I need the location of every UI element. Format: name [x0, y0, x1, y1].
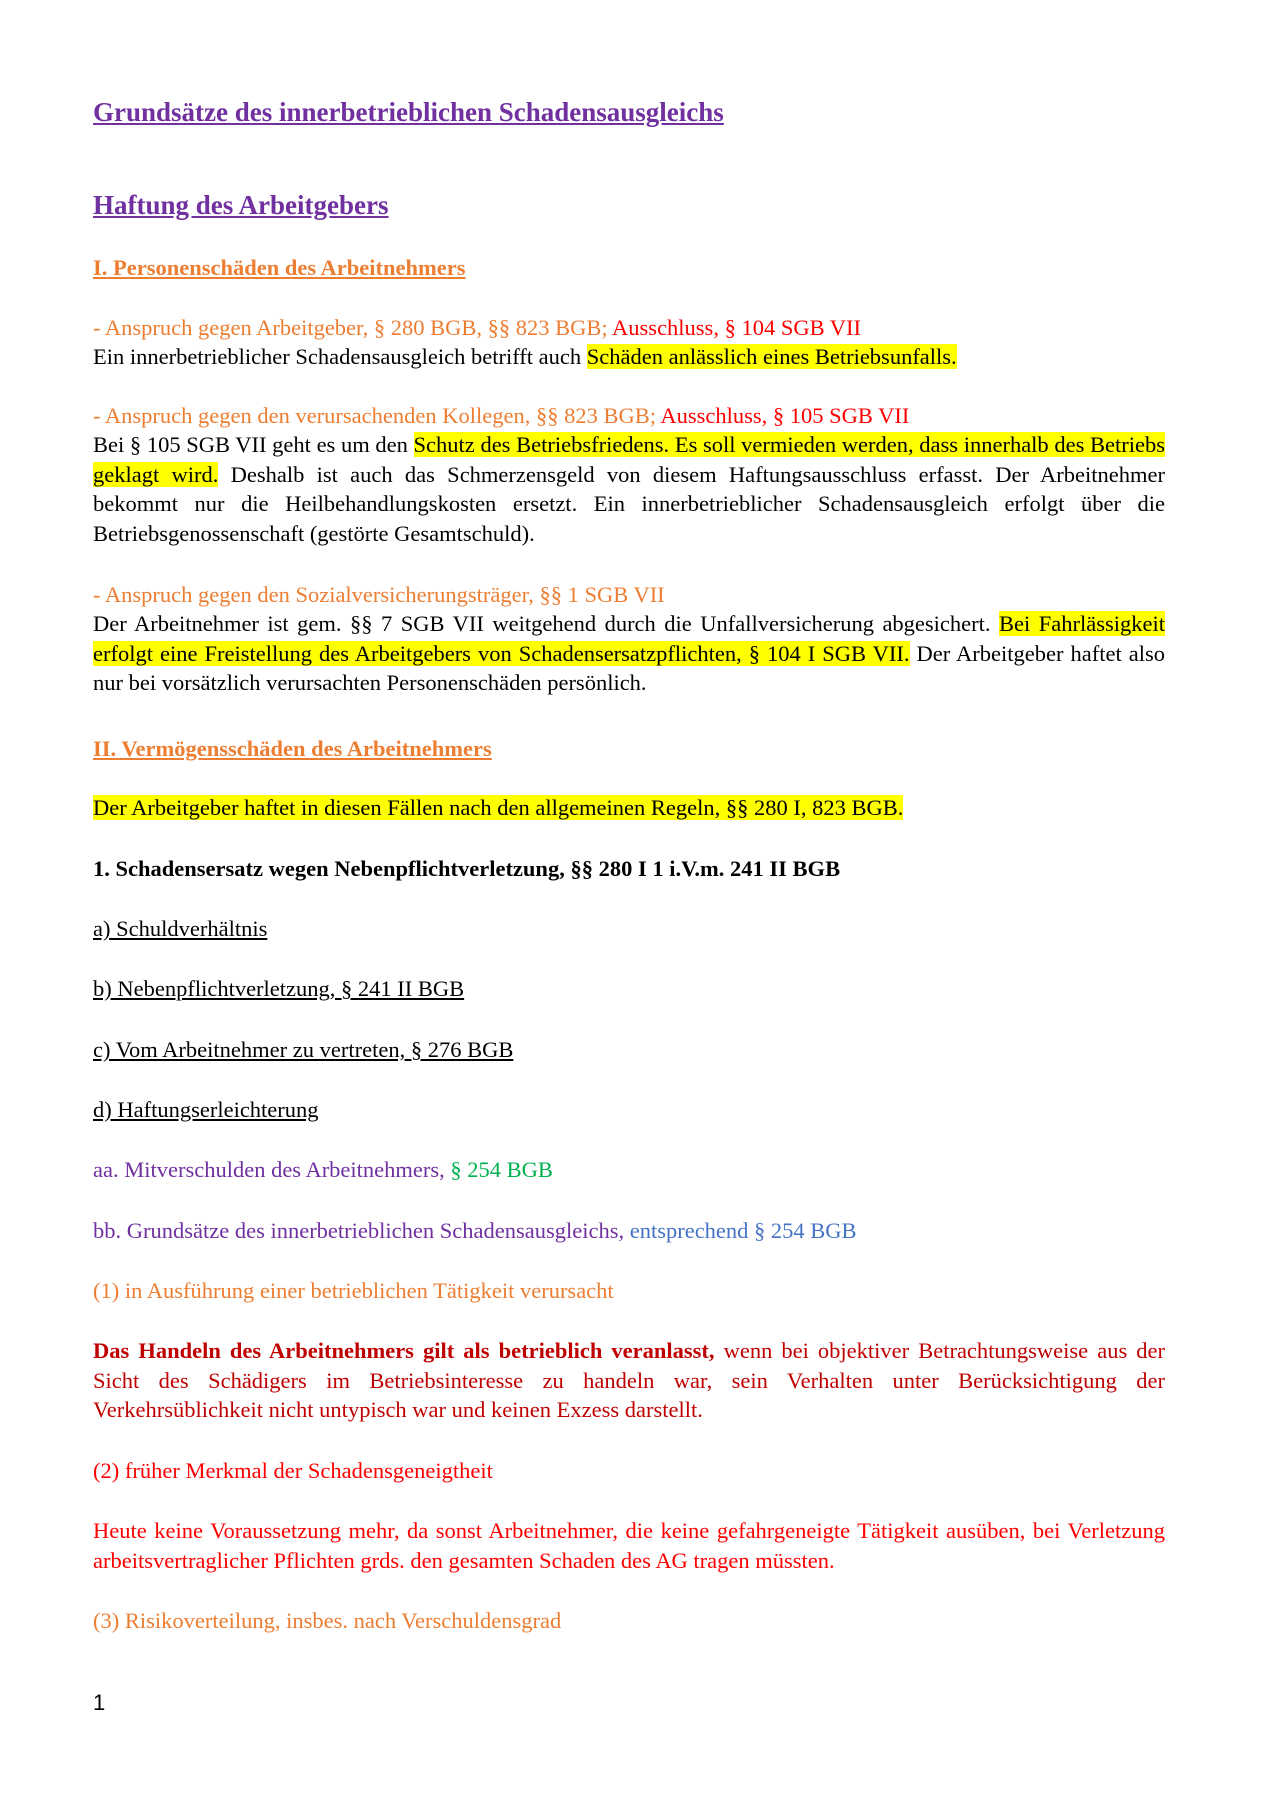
claim-employer-text [93, 342, 1165, 372]
document-title: Grundsätze des innerbetrieblichen Schadensausgleichs [93, 97, 724, 127]
claim-insurer-text-b: Der Arbeitgeber haftet also nur bei vorsätzlich verursachten Personenschäden persönlich. [93, 640, 1165, 695]
claim-colleague-text-a: Bei § 105 SGB VII geht es um den [93, 432, 414, 457]
point-2-heading: (2) früher Merkmal der Schadensgeneigtheit [93, 1458, 493, 1483]
claim-employer-label: - Anspruch gegen Arbeitgeber, § 280 BGB, §§ 823 BGB; [93, 315, 608, 340]
claim-insurer-text-a: Der Arbeitnehmer ist gem. §§ 7 SGB VII weitgehend durch die Unfallversicherung abgesichert. [93, 611, 1000, 636]
claim-employer-text-plain: Ein innerbetrieblicher Schadensausgleich betrifft auch [93, 344, 587, 369]
claim-colleague-line [93, 401, 1165, 431]
item-c [93, 1035, 1165, 1065]
heading-personal-injury: I. Personenschäden des Arbeitnehmers [93, 255, 466, 280]
claim-insurer-line [93, 580, 1165, 610]
item-bb-text: bb. Grundsätze des innerbetrieblichen Schadensausgleichs, [93, 1218, 625, 1243]
employer-liability-rule-text: Der Arbeitgeber haftet in diesen Fällen nach den allgemeinen Regeln, §§ 280 I, 823 BGB. [93, 795, 904, 820]
item-d-text: d) Haftungserleichterung [93, 1097, 319, 1122]
item-bb [93, 1216, 1165, 1246]
item-b-text: b) Nebenpflichtverletzung, § 241 II BGB [93, 976, 465, 1001]
item-aa-ref: § 254 BGB [444, 1157, 553, 1182]
point-3-heading: (3) Risikoverteilung, insbes. nach Verschuldensgrad [93, 1608, 562, 1633]
item-aa-text: aa. Mitverschulden des Arbeitnehmers, [93, 1157, 445, 1182]
claim-insurer-text-highlight: Bei Fahrlässigkeit erfolgt eine Freistellung des Arbeitgebers von Schadensersatzpflichten, § 104 I SGB VII. [93, 611, 1165, 666]
claim-insurer-paragraph [93, 609, 1165, 698]
employer-liability-rule [93, 793, 1165, 823]
claim-colleague-paragraph [93, 430, 1165, 548]
point-1-text: wenn bei objektiver Betrachtungsweise aus der Sicht des Schädigers im Betriebsinteresse zu handeln war, sein Verhalten unter Berücksichtigung der Verkehrsüblichkeit nicht untypisch war und keinen Exzess darstellt. [93, 1338, 1165, 1422]
point-1-bold: Das Handeln des Arbeitnehmers gilt als betrieblich veranlasst, [93, 1338, 715, 1363]
claim-colleague-text-b: Deshalb ist auch das Schmerzensgeld von diesem Haftungsausschluss erfasst. Der Arbeitnehmer bekommt nur die Heilbehandlungskosten ersetzt. Ein innerbetrieblicher Schadensausgleich erfolgt über die Betriebsgenossenschaft (gestörte Gesamtschuld). [93, 461, 1166, 546]
claim-colleague-label: - Anspruch gegen den verursachenden Kollegen, §§ 823 BGB; [93, 403, 656, 428]
claim-colleague-exclusion: Ausschluss, § 105 SGB VII [655, 403, 910, 428]
point-1-paragraph [93, 1336, 1165, 1425]
section-heading-employer: Haftung des Arbeitgebers [93, 190, 389, 220]
item-aa [93, 1155, 1165, 1185]
claim-employer-line [93, 313, 1165, 343]
claim-insurer-label: - Anspruch gegen den Sozialversicherungsträger, §§ 1 SGB VII [93, 582, 665, 607]
subheading-damages: 1. Schadensersatz wegen Nebenpflichtverletzung, §§ 280 I 1 i.V.m. 241 II BGB [93, 856, 841, 881]
point-2-paragraph: Heute keine Voraussetzung mehr, da sonst Arbeitnehmer, die keine gefahrgeneigte Tätigkeit ausüben, bei Verletzung arbeitsvertraglicher Pflichten grds. den gesamten Schaden des AG tragen müssten. [93, 1518, 1165, 1573]
item-b [93, 974, 1165, 1004]
item-a [93, 914, 1165, 944]
claim-employer-text-highlight: Schäden anlässlich eines Betriebsunfalls. [586, 344, 957, 369]
claim-employer-exclusion: Ausschluss, § 104 SGB VII [607, 315, 862, 340]
item-d [93, 1095, 1165, 1125]
item-c-text: c) Vom Arbeitnehmer zu vertreten, § 276 BGB [93, 1037, 514, 1062]
claim-colleague-text-highlight: Schutz des Betriebsfriedens. Es soll vermieden werden, dass innerhalb des Betriebs geklagt wird. [93, 432, 1165, 487]
point-1-heading: (1) in Ausführung einer betrieblichen Tätigkeit verursacht [93, 1278, 614, 1303]
item-a-text: a) Schuldverhältnis [93, 916, 268, 941]
item-bb-ref: entsprechend § 254 BGB [624, 1218, 857, 1243]
page-number: 1 [93, 1690, 106, 1715]
heading-financial-loss: II. Vermögensschäden des Arbeitnehmers [93, 736, 492, 761]
